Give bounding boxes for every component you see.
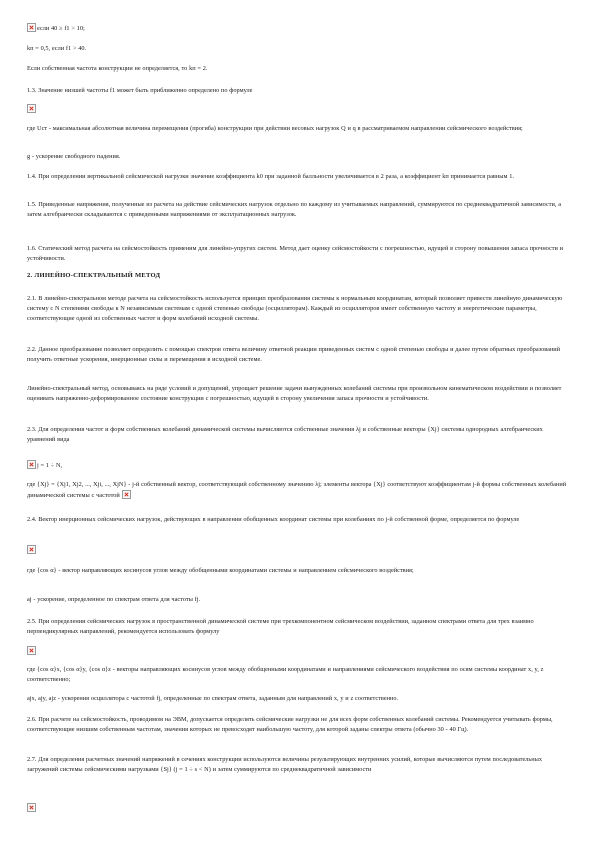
paragraph: 2.6. При расчете на сейсмостойкость, проводимом на ЭВМ, допускается определять сейсмические нагрузки не для всех форм собственных колебаний системы. Рекомендуется учитывать формы, соответствующие низшим собственным частотам, значения которых не превосходят наибольшую частоту, для которой заданы спектры ответа (обычно 30 - 40 Гц). (27, 716, 553, 734)
broken-image-icon (27, 646, 36, 655)
paragraph: где Ucт - максимальная абсолютная величина перемещения (прогиба) конструкции при действии весовых нагрузок Q и q в рассматриваемом направлении сейсмического воздействия; (27, 125, 523, 132)
broken-image-icon (27, 460, 36, 469)
paragraph: 2.1. В линейно-спектральном методе расчета на сейсмостойкость используется принцип преобразования системы к нормальным координатам, который позволяет привести линейную динамическую систему с N степенями свободы к N независимым системам с одной степенью свободы (осцилляторам). Каждый из осцилляторов имеет собственную частоту и энергетические параметры, соответствующие одной из собственных частот и форм колебаний исходной системы. (27, 295, 563, 323)
broken-image-icon (27, 545, 36, 554)
paragraph: где {cos α} - вектор направляющих косинусов углов между обобщенными координатами системы и направлением сейсмического воздействия; (27, 567, 414, 574)
paragraph: где {Xj} = {Xj1, Xj2, ..., Xji, ..., XjN} - j-й собственный вектор, соответствующий собственному значению λj; элементы вектора {Xj} соответствуют коэффициентам j-й формы собственных колебаний динамической системы с частотой (27, 481, 567, 500)
section-heading: 2. ЛИНЕЙНО-СПЕКТРАЛЬНЫЙ МЕТОД (27, 272, 161, 279)
paragraph: 1.6. Статический метод расчета на сейсмостойкость применим для линейно-упругих систем. Метод дает оценку сейсмостойкости с погрешностью, идущей в сторону повышения запаса прочности и устойчивости. (27, 245, 564, 263)
paragraph: 2.2. Данное преобразование позволяет определить с помощью спектров ответа величину ответной реакции приведенных систем с одной степенью свободы и далее путем обратных преобразований получить ответные ускорения, инерционные силы и перемещения в исходной системе. (27, 346, 561, 364)
paragraph: если 40 ≥ f1 > 10; (27, 23, 572, 34)
paragraph: Если собственная частота конструкции не определяется, то kп = 2. (27, 65, 208, 72)
broken-image-icon (27, 104, 36, 113)
paragraph: 2.3. Для определения частот и форм собственных колебаний динамической системы вычисляются собственные значения λj и собственные векторы {Xj} системы однородных алгебраических уравнений вида (27, 426, 543, 444)
paragraph: 1.5. Приведенные напряжения, полученные из расчета на действие сейсмических нагрузок отдельно по каждому из учитываемых направлений, суммируются по среднеквадратичной зависимости, а затем алгебраически складываются с приведенными напряжениями от эксплуатационных нагрузок. (27, 201, 562, 219)
paragraph: Линейно-спектральный метод, основываясь на ряде условий и допущений, упрощает решение задачи вынужденных колебаний системы при произвольном кинематическом воздействии и позволяет оценивать напряженно-деформированное состояние конструкции с погрешностью, идущей в сторону увеличения запаса прочности и устойчивости. (27, 385, 562, 403)
broken-image-icon (27, 803, 36, 812)
broken-image-icon (27, 23, 36, 32)
paragraph: ajx, ajy, ajz - ускорения осциллятора с частотой fj, определенные по спектрам ответа, заданным для направлений x, y и z соответственно. (27, 695, 399, 702)
paragraph: kп = 0,5, если f1 > 40. (27, 45, 87, 52)
paragraph: 1.4. При определении вертикальной сейсмической нагрузки значение коэффициента k0 при заданной балльности увеличивается в 2 раза, а коэффициент kп принимается равным 1. (27, 173, 514, 180)
paragraph: 1.3. Значение низшей частоты f1 может быть приближенно определено по формуле (27, 87, 253, 94)
paragraph: 2.4. Вектор инерционных сейсмических нагрузок, действующих в направлении обобщенных координат системы при колебаниях по j-й собственной форме, определяется по формуле (27, 516, 520, 523)
paragraph: g - ускорение свободного падения. (27, 153, 121, 160)
paragraph: где {cos α}x, {cos α}y, {cos α}z - векторы направляющих косинусов углов между обобщенными координатами и направлениями сейсмического воздействия по осям системы координат x, y, z соответственно; (27, 666, 544, 684)
formula-line: j = 1 ÷ N, (27, 460, 572, 471)
paragraph: 2.7. Для определения расчетных значений напряжений в сечениях конструкции используются величины результирующих внутренних усилий, которые вычисляются путем последовательных загружений системы сейсмическими нагрузками {Sj} (j = 1 ÷ s < N) и затем суммируются по среднеквадратичной зависимости (27, 756, 543, 774)
paragraph: aj - ускорение, определенное по спектрам ответа для частоты fj. (27, 596, 201, 603)
paragraph: 2.5. При определении сейсмических нагрузок в пространственной динамической системе при трехкомпонентном сейсмическом воздействии, заданном спектрами ответа для трех взаимно перпендикулярных направлений, рекомендуется использовать формулу (27, 618, 534, 636)
broken-image-icon (122, 490, 131, 499)
